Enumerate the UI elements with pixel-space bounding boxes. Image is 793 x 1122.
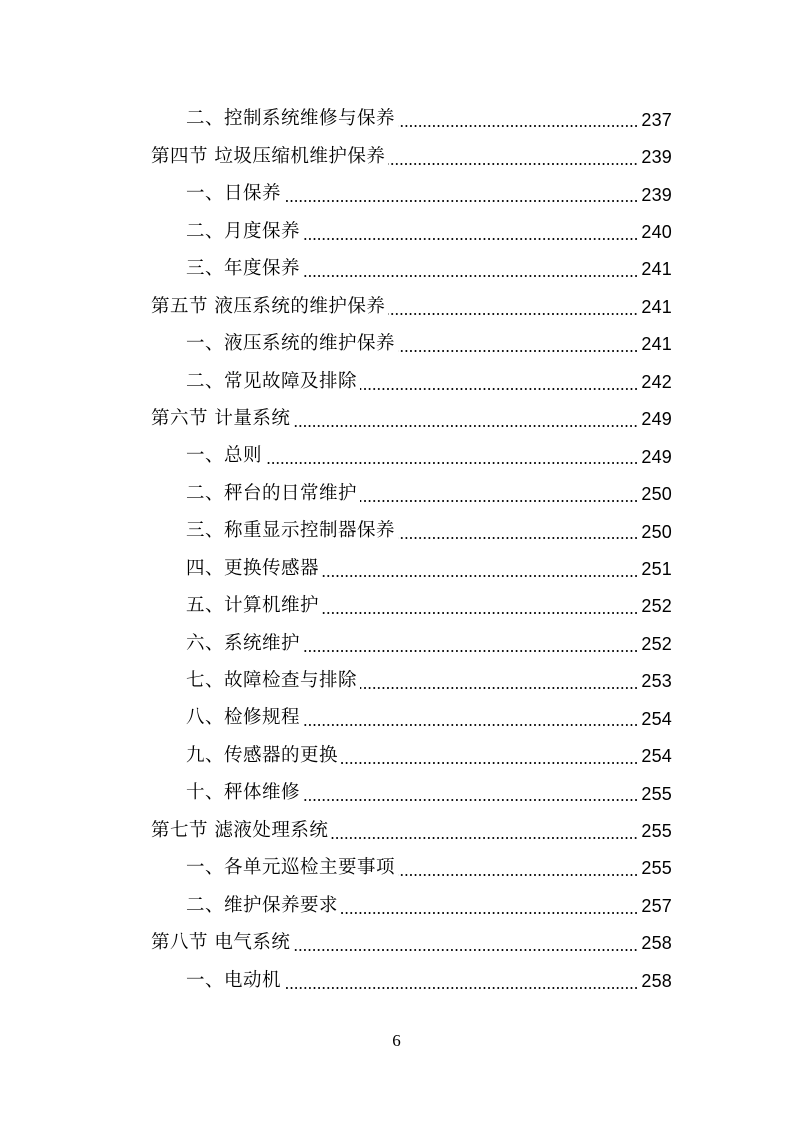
toc-section-entry[interactable] [0, 288, 793, 325]
toc-entry-page: 258 [641, 933, 672, 954]
toc-subsection-entry[interactable] [0, 663, 793, 700]
toc-dot-leader [322, 575, 638, 577]
toc-entry-page: 253 [641, 671, 672, 692]
toc-entry-page: 254 [641, 746, 672, 767]
toc-entry-page: 252 [641, 633, 672, 654]
toc-entry-label: 第五节 液压系统的维护保养 [151, 295, 386, 317]
toc-entry-label: 第八节 电气系统 [151, 932, 291, 954]
toc-entry-page: 255 [641, 821, 672, 842]
toc-dot-leader [388, 313, 638, 315]
toc-subsection-entry[interactable] [0, 700, 793, 737]
toc-dot-leader [331, 837, 638, 839]
toc-dot-leader [265, 462, 638, 464]
toc-entry-label: 一、日保养 [186, 183, 282, 205]
toc-entry-label: 一、各单元巡检主要事项 [186, 857, 396, 879]
toc-dot-leader [284, 987, 638, 989]
toc-dot-leader [360, 388, 638, 390]
toc-subsection-entry[interactable] [0, 625, 793, 662]
toc-entry-page: 255 [641, 783, 672, 804]
toc-section-entry[interactable] [0, 401, 793, 438]
toc-entry-label: 三、年度保养 [186, 258, 301, 280]
toc-entry-label: 三、称重显示控制器保养 [186, 520, 396, 542]
toc-subsection-entry[interactable] [0, 213, 793, 250]
toc-subsection-entry[interactable] [0, 475, 793, 512]
toc-subsection-entry[interactable] [0, 962, 793, 999]
toc-entry-label: 二、控制系统维修与保养 [186, 108, 396, 130]
table-of-contents [0, 101, 793, 1000]
toc-entry-page: 242 [641, 371, 672, 392]
toc-entry-page: 251 [641, 558, 672, 579]
toc-entry-label: 一、总则 [186, 445, 263, 467]
toc-dot-leader [398, 125, 638, 127]
toc-entry-page: 240 [641, 222, 672, 243]
toc-entry-page: 258 [641, 970, 672, 991]
toc-dot-leader [303, 799, 638, 801]
toc-dot-leader [284, 200, 638, 202]
toc-entry-page: 237 [641, 109, 672, 130]
toc-entry-page: 241 [641, 334, 672, 355]
toc-entry-label: 一、电动机 [186, 969, 282, 991]
toc-entry-page: 252 [641, 596, 672, 617]
toc-subsection-entry[interactable] [0, 363, 793, 400]
toc-section-entry[interactable] [0, 812, 793, 849]
toc-section-entry[interactable] [0, 925, 793, 962]
toc-dot-leader [388, 163, 638, 165]
toc-subsection-entry[interactable] [0, 775, 793, 812]
toc-entry-page: 249 [641, 409, 672, 430]
toc-dot-leader [398, 537, 638, 539]
toc-dot-leader [360, 687, 638, 689]
toc-subsection-entry[interactable] [0, 438, 793, 475]
toc-entry-page: 250 [641, 484, 672, 505]
toc-subsection-entry[interactable] [0, 737, 793, 774]
toc-dot-leader [293, 949, 638, 951]
toc-dot-leader [360, 500, 638, 502]
toc-entry-label: 八、检修规程 [186, 707, 301, 729]
toc-subsection-entry[interactable] [0, 588, 793, 625]
toc-entry-label: 六、系统维护 [186, 632, 301, 654]
toc-entry-label: 五、计算机维护 [186, 595, 320, 617]
toc-entry-label: 第七节 滤液处理系统 [151, 819, 329, 841]
toc-entry-label: 二、维护保养要求 [186, 894, 339, 916]
toc-entry-page: 257 [641, 895, 672, 916]
toc-dot-leader [341, 912, 638, 914]
toc-subsection-entry[interactable] [0, 251, 793, 288]
toc-dot-leader [293, 425, 638, 427]
toc-entry-label: 二、秤台的日常维护 [186, 482, 358, 504]
toc-entry-page: 254 [641, 708, 672, 729]
toc-dot-leader [398, 350, 638, 352]
toc-dot-leader [303, 275, 638, 277]
toc-entry-label: 九、传感器的更换 [186, 744, 339, 766]
toc-subsection-entry[interactable] [0, 850, 793, 887]
toc-entry-label: 十、秤体维修 [186, 782, 301, 804]
toc-entry-label: 第六节 计量系统 [151, 407, 291, 429]
toc-subsection-entry[interactable] [0, 887, 793, 924]
toc-subsection-entry[interactable] [0, 101, 793, 138]
toc-subsection-entry[interactable] [0, 326, 793, 363]
toc-dot-leader [341, 762, 638, 764]
toc-dot-leader [303, 238, 638, 240]
toc-subsection-entry[interactable] [0, 176, 793, 213]
toc-entry-label: 四、更换传感器 [186, 557, 320, 579]
toc-entry-page: 241 [641, 296, 672, 317]
toc-entry-page: 241 [641, 259, 672, 280]
toc-entry-page: 239 [641, 184, 672, 205]
toc-entry-page: 249 [641, 446, 672, 467]
toc-entry-page: 250 [641, 521, 672, 542]
toc-entry-label: 一、液压系统的维护保养 [186, 333, 396, 355]
toc-entry-label: 二、常见故障及排除 [186, 370, 358, 392]
toc-entry-page: 239 [641, 147, 672, 168]
toc-dot-leader [303, 724, 638, 726]
toc-dot-leader [398, 874, 638, 876]
toc-entry-label: 第四节 垃圾压缩机维护保养 [151, 145, 386, 167]
toc-section-entry[interactable] [0, 138, 793, 175]
toc-subsection-entry[interactable] [0, 550, 793, 587]
toc-entry-label: 七、故障检查与排除 [186, 670, 358, 692]
toc-dot-leader [303, 650, 638, 652]
toc-entry-label: 二、月度保养 [186, 220, 301, 242]
page-number: 6 [392, 1031, 401, 1050]
toc-subsection-entry[interactable] [0, 513, 793, 550]
toc-entry-page: 255 [641, 858, 672, 879]
toc-dot-leader [322, 612, 638, 614]
